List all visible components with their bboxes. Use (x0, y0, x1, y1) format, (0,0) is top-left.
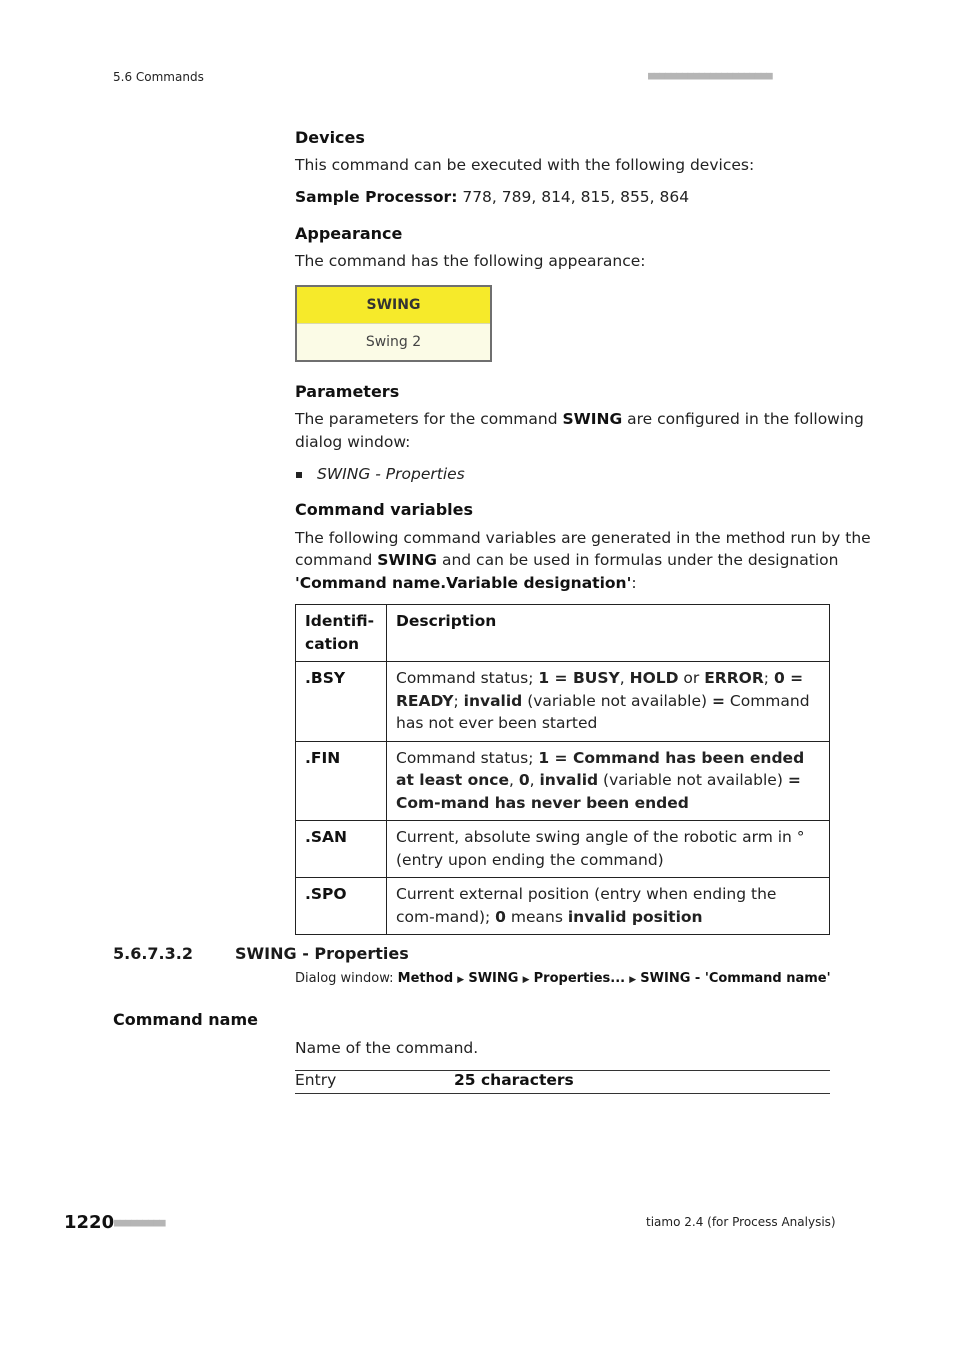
parameters-heading: Parameters (295, 382, 400, 401)
desc-bold: = Com-mand has never been ended (396, 771, 801, 812)
dialog-path-item: SWING - 'Command name' (640, 971, 831, 986)
command-variables-heading: Command variables (295, 500, 473, 519)
dialog-path-label: Dialog window: (295, 971, 398, 986)
cv-line2-bold: SWING (377, 551, 438, 569)
command-variables-table (295, 604, 830, 935)
triangle-right-icon: ▶ (457, 975, 465, 985)
desc-bold: 0 (518, 771, 530, 789)
desc-bold: ERROR (704, 669, 764, 687)
desc-bold: HOLD (629, 669, 679, 687)
variable-id: .BSY (296, 662, 387, 742)
desc-part: (variable not available) (522, 691, 712, 710)
parameters-text-b: are configured in the following (622, 410, 864, 428)
header-id-a: Identifi- (305, 612, 375, 630)
appearance-heading: Appearance (295, 224, 403, 243)
section-title: SWING - Properties (235, 944, 409, 963)
variable-id: .SAN (296, 821, 387, 878)
command-variables-line3 (295, 572, 637, 595)
command-appearance-box (295, 285, 492, 362)
desc-part: Command status; (396, 748, 539, 767)
devices-value: 778, 789, 814, 815, 855, 864 (462, 188, 690, 206)
devices-intro: This command can be executed with the following devices: (295, 156, 755, 174)
table-header-description: Description (387, 605, 830, 662)
cv-line3-end: : (631, 574, 637, 592)
appearance-intro: The command has the following appearance: (295, 252, 646, 270)
desc-part: ; (453, 691, 464, 710)
triangle-right-icon: ▶ (522, 975, 530, 985)
desc-part: Current external position (entry when ending the com-mand); (396, 885, 777, 926)
variable-description (387, 662, 830, 742)
desc-part: means (505, 907, 568, 926)
desc-bold: 1 = Command has been ended at least once (396, 748, 805, 789)
dialog-path-item: Method (397, 971, 454, 986)
cv-line2-c: and can be used in formulas under the designation (437, 551, 839, 569)
parameters-text (295, 408, 864, 431)
desc-bold: READY (396, 691, 454, 710)
entry-table-bottom-rule (295, 1093, 830, 1094)
cv-line2-a: command (295, 551, 378, 569)
variable-id: .FIN (296, 741, 387, 821)
desc-part: or (678, 669, 705, 687)
footer-product: tiamo 2.4 (for Process Analysis) (646, 1215, 836, 1229)
desc-bold: invalid position (567, 907, 703, 926)
desc-part: Command status; (396, 669, 539, 687)
running-header-dots: ■■■■■■■■■■■■■■■■■■■■■■ (648, 69, 772, 82)
desc-bold: = (711, 691, 725, 710)
dialog-path (295, 971, 831, 986)
desc-part: , (529, 771, 540, 789)
command-box-name: Swing 2 (297, 324, 490, 360)
devices-label: Sample Processor: (295, 188, 458, 206)
desc-bold: 0 = (773, 669, 804, 687)
desc-part: , (508, 771, 519, 789)
entry-value: 25 characters (454, 1071, 574, 1089)
variable-description (387, 878, 830, 935)
bullet-square-icon (296, 472, 302, 478)
desc-bold: invalid (463, 691, 523, 710)
desc-part: (variable not available) (598, 771, 788, 789)
desc-part: Command has not ever been started (396, 691, 810, 732)
parameters-text-line2: dialog window: (295, 433, 411, 451)
table-header-identification (296, 605, 387, 662)
devices-heading: Devices (295, 128, 365, 147)
desc-part: ; (763, 669, 774, 687)
variable-id: .SPO (296, 878, 387, 935)
table-row (296, 878, 830, 935)
dialog-path-item: Properties... (533, 971, 626, 986)
command-box-title: SWING (297, 287, 490, 324)
command-name-description: Name of the command. (295, 1039, 479, 1057)
triangle-right-icon: ▶ (629, 975, 637, 985)
desc-bold: 0 (495, 907, 506, 926)
parameters-dialog-link[interactable]: SWING - Properties (317, 465, 465, 483)
dialog-path-item: SWING (468, 971, 519, 986)
parameters-text-bold: SWING (562, 410, 623, 428)
parameters-text-a: The parameters for the command (295, 410, 563, 428)
desc-bold: 1 = BUSY (538, 669, 620, 687)
section-number: 5.6.7.3.2 (113, 944, 193, 963)
command-name-heading: Command name (113, 1010, 258, 1029)
variable-description: Current, absolute swing angle of the robotic arm in ° (entry upon ending the command) (387, 821, 830, 878)
command-variables-line2 (295, 549, 838, 572)
table-header-row (296, 605, 830, 662)
table-row (296, 741, 830, 821)
entry-label: Entry (295, 1071, 337, 1089)
desc-part: , (619, 669, 630, 687)
running-header-section: 5.6 Commands (113, 70, 204, 84)
table-row (296, 662, 830, 742)
devices-list (295, 186, 689, 209)
variable-description (387, 741, 830, 821)
command-variables-line1: The following command variables are generated in the method run by the (295, 529, 871, 547)
header-id-b: cation (305, 634, 360, 653)
footer-dots: ■■■■■■■■■ (114, 1216, 165, 1229)
cv-line3-bold: 'Command name.Variable designation' (295, 574, 632, 592)
desc-bold: invalid (539, 771, 599, 789)
page-number: 1220 (64, 1212, 115, 1233)
table-row (296, 821, 830, 878)
